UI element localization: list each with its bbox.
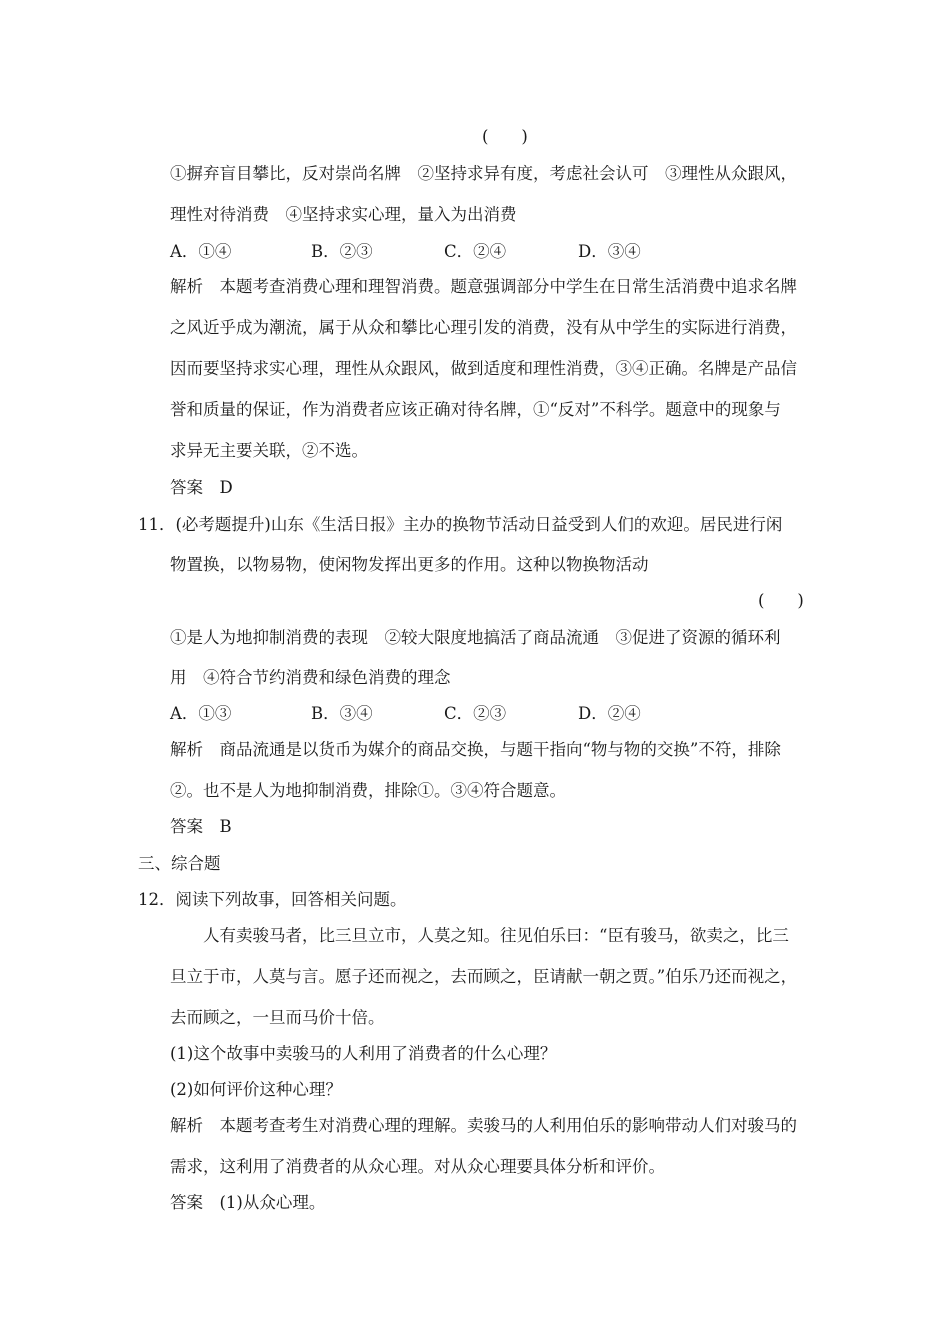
- q12-stem: 12．阅读下列故事，回答相关问题。: [138, 890, 407, 909]
- analysis-line: 解析 本题考查考生对消费心理的理解。卖骏马的人利用伯乐的影响带动人们对骏马的: [170, 1116, 797, 1135]
- q11-option-a: A．①③: [170, 704, 232, 723]
- q11-statements-line2: 用 ④符合节约消费和绿色消费的理念: [170, 668, 451, 687]
- q12-answer: 答案 (1)从众心理。: [170, 1193, 326, 1212]
- q10-statements-line1: ①摒弃盲目攀比，反对崇尚名牌 ②坚持求异有度，考虑社会认可 ③理性从众跟风，: [170, 164, 797, 183]
- q10-option-c: C．②④: [444, 242, 507, 261]
- q11-answer: 答案 B: [170, 817, 232, 836]
- q10-answer: 答案 D: [170, 478, 233, 497]
- analysis-line: 之风近乎成为潮流，属于从众和攀比心理引发的消费，没有从中学生的实际进行消费，: [170, 318, 797, 337]
- section-heading: 三、综合题: [138, 854, 221, 873]
- q10-statements-line2: 理性对待消费 ④坚持求实心理，量入为出消费: [170, 205, 517, 224]
- q11-statements-line1: ①是人为地抑制消费的表现 ②较大限度地搞活了商品流通 ③促进了资源的循环利: [170, 628, 781, 647]
- analysis-line: 因而要坚持求实心理，理性从众跟风，做到适度和理性消费，③④正确。名牌是产品信: [170, 359, 797, 378]
- q10-option-b: B．②③: [311, 242, 373, 261]
- analysis-line: 解析 本题考查消费心理和理智消费。题意强调部分中学生在日常生活消费中追求名牌: [170, 277, 797, 296]
- q11-stem-line2: 物置换，以物易物，使闲物发挥出更多的作用。这种以物换物活动: [170, 555, 649, 574]
- analysis-line: ②。也不是人为地抑制消费，排除①。③④符合题意。: [170, 781, 566, 800]
- analysis-line: 解析 商品流通是以货币为媒介的商品交换，与题干指向“物与物的交换”不符，排除: [170, 740, 781, 759]
- q11-option-c: C．②③: [444, 704, 507, 723]
- analysis-line: 需求，这利用了消费者的从众心理。对从众心理要具体分析和评价。: [170, 1157, 665, 1176]
- q12-subquestion-2: (2)如何评价这种心理？: [170, 1080, 342, 1099]
- q10-option-a: A．①④: [170, 242, 232, 261]
- q10-answer-bracket: ( ): [482, 127, 528, 146]
- q12-subquestion-1: (1)这个故事中卖骏马的人利用了消费者的什么心理？: [170, 1044, 557, 1063]
- analysis-line: 求异无主要关联，②不选。: [170, 441, 368, 460]
- q11-option-d: D．②④: [578, 704, 641, 723]
- q11-answer-bracket: ( ): [758, 591, 804, 610]
- q11-stem-line1: 11．(必考题提升)山东《生活日报》主办的换物节活动日益受到人们的欢迎。居民进行闲: [138, 515, 783, 534]
- q11-option-b: B．③④: [311, 704, 373, 723]
- story-line: 旦立于市，人莫与言。愿子还而视之，去而顾之，臣请献一朝之贾。”伯乐乃还而视之，: [170, 967, 798, 986]
- story-line: 去而顾之，一旦而马价十倍。: [170, 1008, 385, 1027]
- q10-option-d: D．③④: [578, 242, 641, 261]
- story-line: 人有卖骏马者，比三旦立市，人莫之知。往见伯乐曰：“臣有骏马，欲卖之，比三: [203, 926, 789, 945]
- analysis-line: 誉和质量的保证，作为消费者应该正确对待名牌，①“反对”不科学。题意中的现象与: [170, 400, 781, 419]
